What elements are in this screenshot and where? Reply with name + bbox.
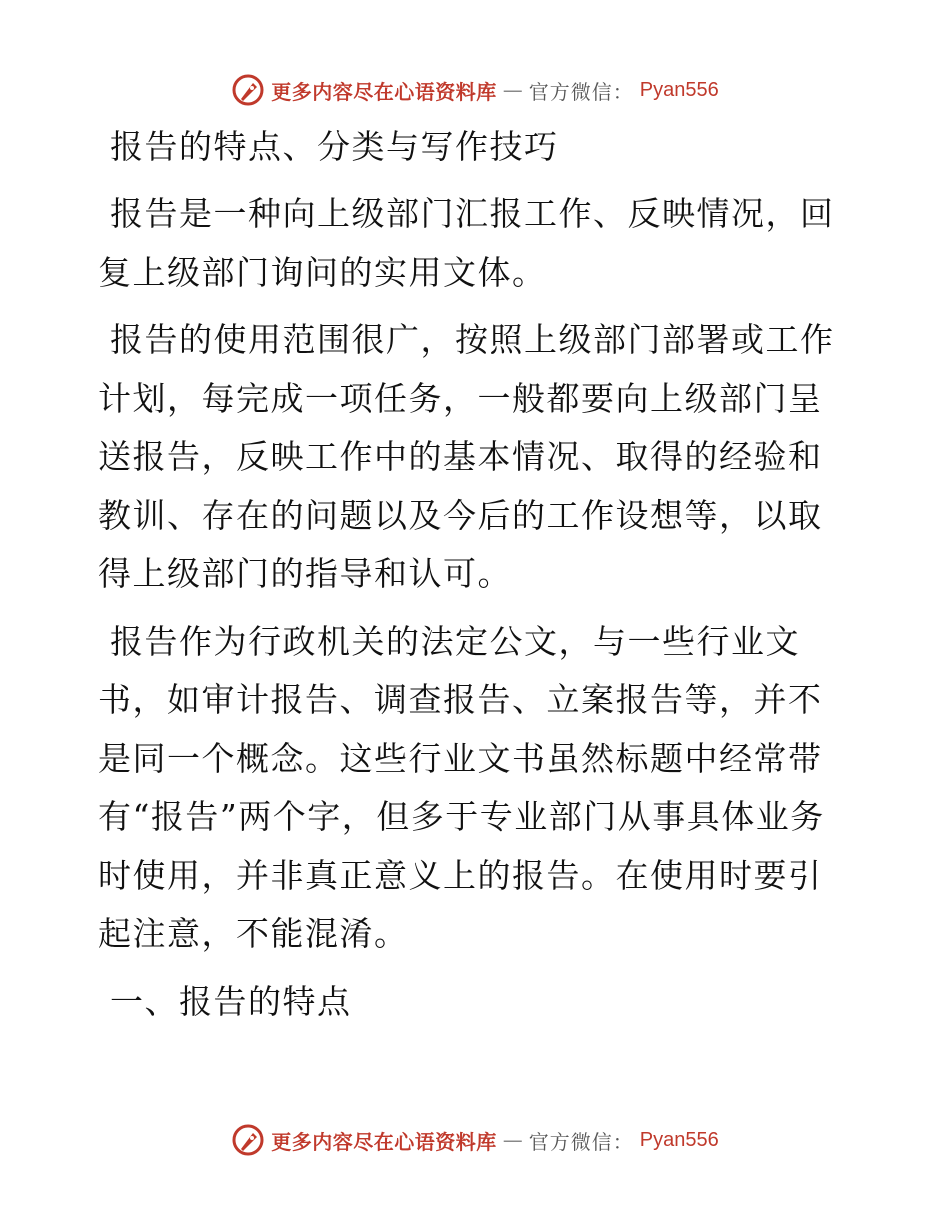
paragraph-2: 报告的使用范围很广，按照上级部门部署或工作计划，每完成一项任务，一般都要向上级部门呈送报告，反映工作中的基本情况、取得的经验和教训、存在的问题以及今后的工作设想等，以取得上级部门的指导和认可。	[98, 320, 835, 593]
pen-nib-logo-icon	[231, 73, 265, 107]
footer-separator: —	[502, 1128, 523, 1152]
paragraph-1: 报告是一种向上级部门汇报工作、反映情况，回复上级部门询问的实用文体。	[98, 194, 835, 292]
document-title: 报告的特点、分类与写作技巧	[110, 127, 559, 166]
header-brand-text: 更多内容尽在心语资料库	[271, 79, 497, 104]
header-separator: —	[502, 78, 523, 102]
document-body	[98, 118, 850, 1040]
header-banner	[0, 70, 950, 110]
header-wechat-id: Pyan556	[639, 78, 719, 101]
footer-banner	[0, 1120, 950, 1160]
header-wechat-label: 官方微信：	[528, 79, 634, 104]
footer-wechat-label: 官方微信：	[528, 1129, 634, 1154]
footer-wechat-id: Pyan556	[639, 1128, 719, 1151]
footer-brand-text: 更多内容尽在心语资料库	[271, 1129, 497, 1154]
pen-nib-logo-icon	[231, 1123, 265, 1157]
section-heading: 一、报告的特点	[110, 981, 352, 1021]
paragraph-3: 报告作为行政机关的法定公文，与一些行业文书，如审计报告、调查报告、立案报告等，并不是同一个概念。这些行业文书虽然标题中经常带有“报告”两个字，但多于专业部门从事具体业务时使用，并非真正意义上的报告。在使用时要引起注意，不能混淆。	[98, 621, 825, 953]
